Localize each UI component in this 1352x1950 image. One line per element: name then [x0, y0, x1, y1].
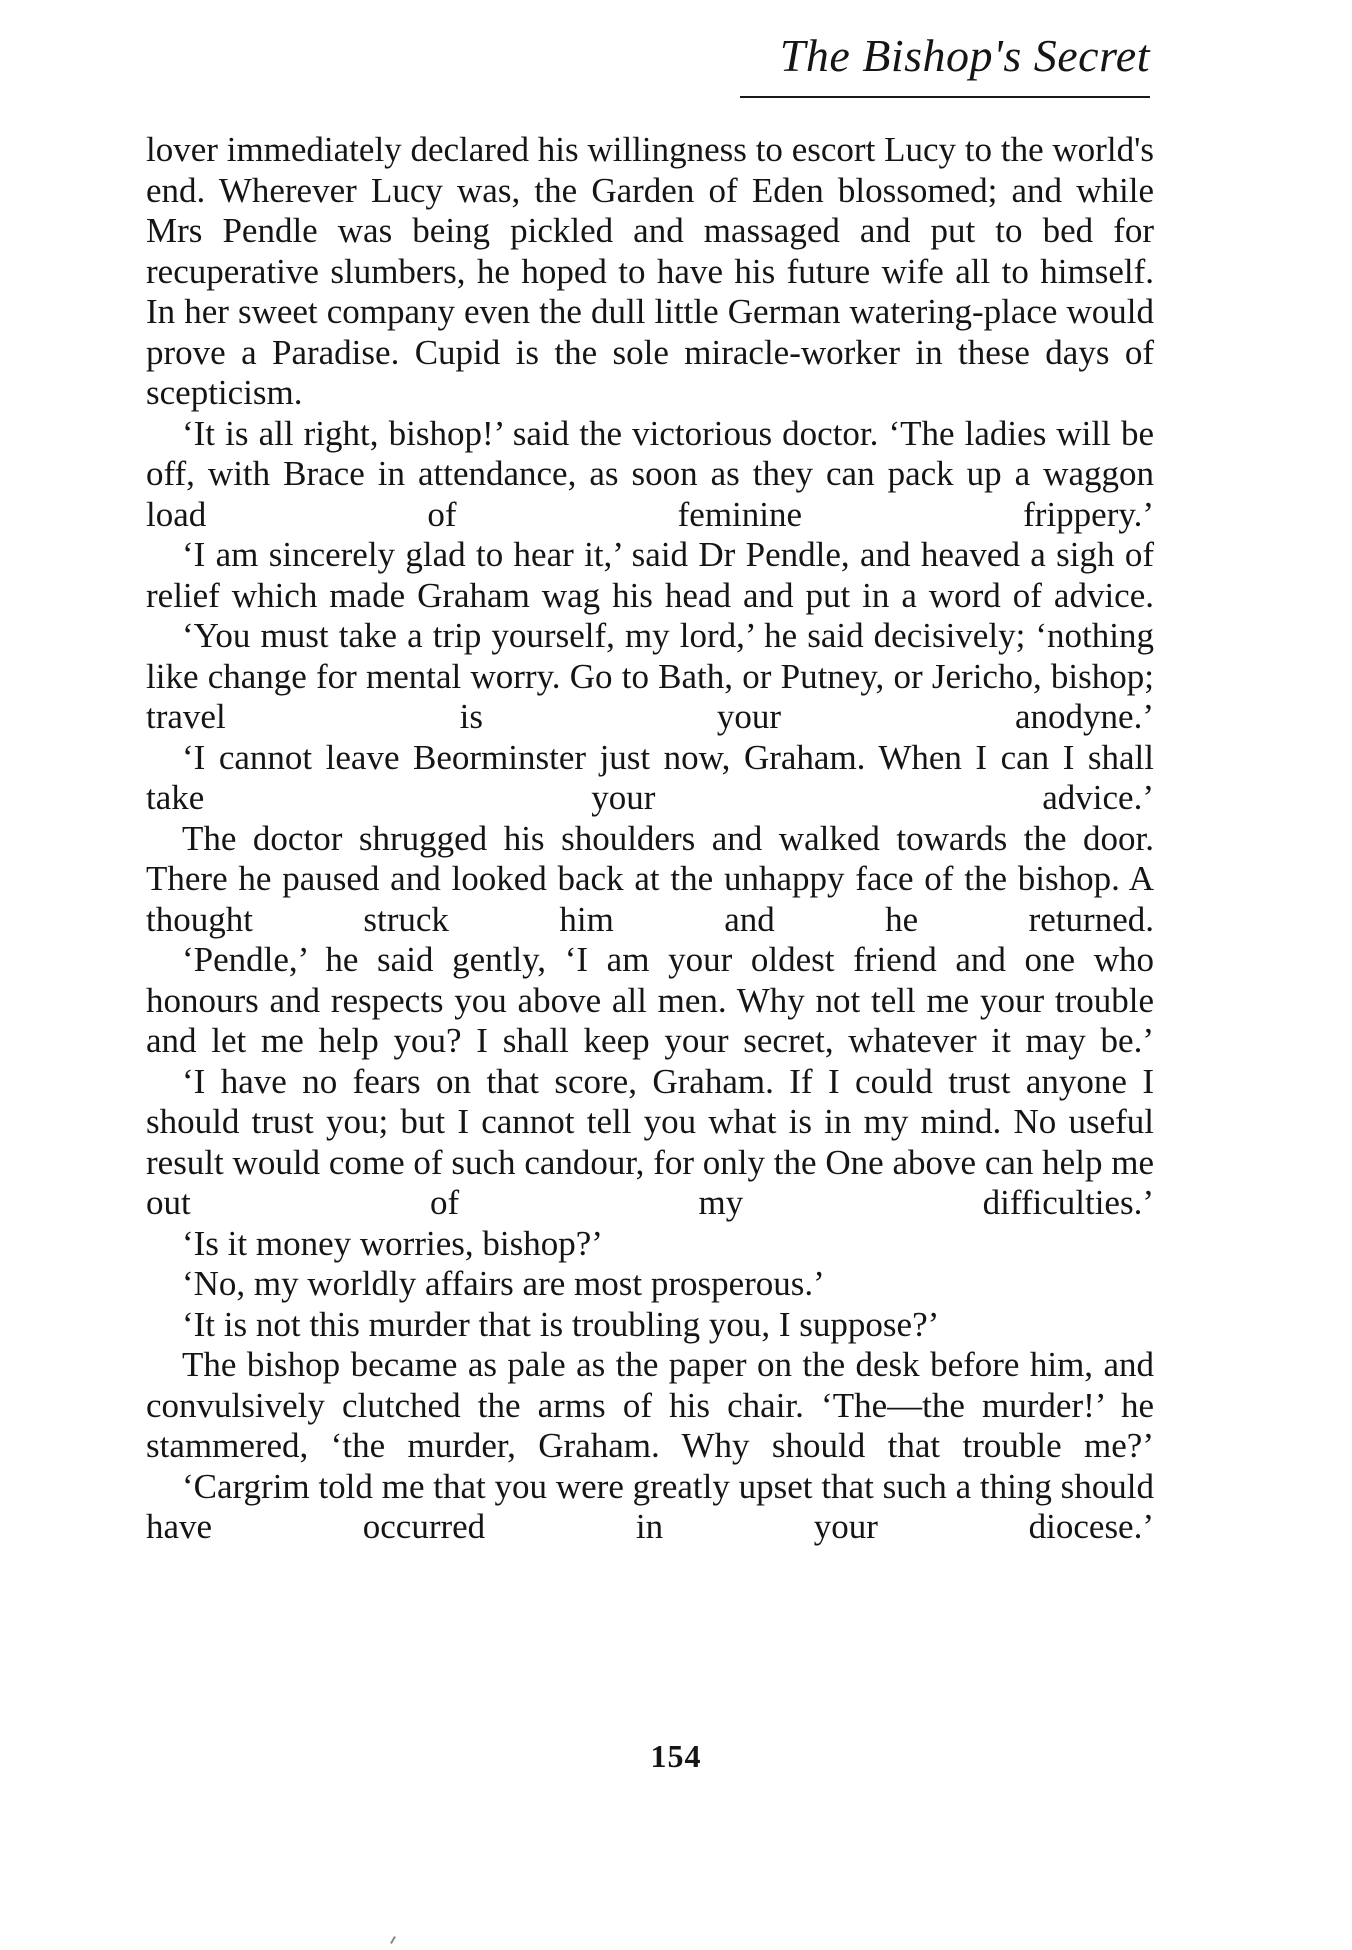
paragraph-12: The bishop became as pale as the paper on the desk before him, and convulsively clutched the arms of his chair. ‘The—the murder!’ he stammered, ‘the murder, Graham. Why should that trouble me?’ — [146, 1345, 1154, 1465]
paragraph-9: ‘Is it money worries, bishop?’ — [182, 1223, 603, 1263]
paragraph-7: ‘Pendle,’ he said gently, ‘I am your oldest friend and one who honours and respects you above all men. Why not tell me your trouble and let me help you? I shall keep your secret, whatever it may be.’ — [146, 940, 1154, 1060]
page-number: 154 — [650, 1738, 702, 1774]
paragraph-8: ‘I have no fears on that score, Graham. If I could trust anyone I should trust you; but I cannot tell you what is in my mind. No useful result would come of such candour, for only the One above can help me out of my difficulties.’ — [146, 1061, 1154, 1222]
header-rule — [740, 96, 1150, 98]
paragraph-4: ‘You must take a trip yourself, my lord,’ he said decisively; ‘nothing like change for mental worry. Go to Bath, or Putney, or Jericho, bishop; travel is your anodyne.’ — [146, 616, 1154, 736]
paragraph-5: ‘I cannot leave Beorminster just now, Graham. When I can I shall take your advice.’ — [146, 737, 1154, 817]
paragraph-10: ‘No, my worldly affairs are most prosperous.’ — [182, 1264, 825, 1303]
paragraph-3: ‘I am sincerely glad to hear it,’ said Dr Pendle, and heaved a sigh of relief which made Graham wag his head and put in a word of advice. — [146, 535, 1154, 615]
print-speck — [390, 1936, 396, 1944]
paragraph-1: lover immediately declared his willingness to escort Lucy to the world's end. Wherever Lucy was, the Garden of Eden blossomed; and while Mrs Pendle was being pickled and massaged and put to bed for recuperative slumbers, he hoped to have his future wife all to himself. In her sweet company even the dull little German watering-place would prove a Paradise. Cupid is the sole miracle-worker in these days of scepticism. — [146, 130, 1154, 412]
paragraph-2: ‘It is all right, bishop!’ said the victorious doctor. ‘The ladies will be off, with Brace in attendance, as soon as they can pack up a waggon load of feminine frippery.’ — [146, 413, 1154, 534]
paragraph-11: ‘It is not this murder that is troubling you, I suppose?’ — [182, 1304, 940, 1344]
paragraph-6: The doctor shrugged his shoulders and walked towards the door. There he paused and looked back at the unhappy face of the bishop. A thought struck him and he returned. — [146, 818, 1154, 939]
paragraph-13: ‘Cargrim told me that you were greatly upset that such a thing should have occurred in your diocese.’ — [146, 1466, 1154, 1546]
running-head: The Bishop's Secret — [779, 30, 1150, 81]
body-text — [146, 130, 1154, 1548]
